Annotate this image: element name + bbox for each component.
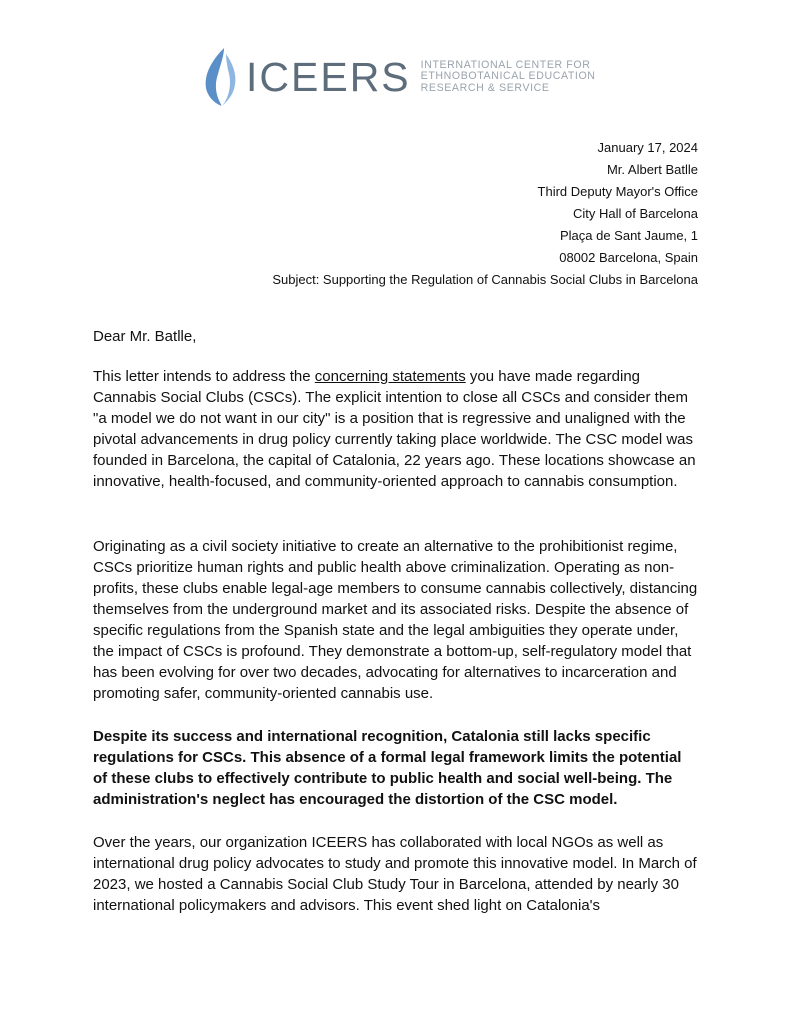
leaf-icon (202, 46, 240, 108)
logo-tagline-line: ETHNOBOTANICAL EDUCATION (420, 70, 596, 83)
paragraph-1 (93, 366, 699, 492)
paragraph-4 (93, 832, 699, 916)
paragraph-1-start: This letter intends to address the (93, 368, 315, 385)
paragraph-1-rest: you have made regarding Cannabis Social Clubs (CSCs). The explicit intention to close all CSCs and consider them "a model we do not want in our city" is a position that is regressive and unaligned with the pivotal advancements in drug policy currently taking place worldwide. The CSC model was founded in Barcelona, the capital of Catalonia, 22 years ago. These locations showcase an innovative, health-focused, and community-oriented approach to cannabis consumption. (93, 368, 696, 490)
paragraph-3-bold (93, 726, 699, 810)
letter-date: January 17, 2024 (597, 140, 698, 155)
recipient-name: Mr. Albert Batlle (606, 162, 698, 177)
recipient-office: Third Deputy Mayor's Office (537, 184, 698, 199)
recipient-street: Plaça de Sant Jaume, 1 (559, 228, 698, 243)
paragraph-2 (93, 536, 699, 704)
organization-logo (202, 46, 596, 108)
concerning-statements-link[interactable]: concerning statements (314, 368, 466, 385)
paragraph-2-text: Originating as a civil society initiative to create an alternative to the prohibitionist regime, CSCs prioritize human rights and public health above criminalization. Operating as non-profits, these clubs enable legal-age members to consume cannabis collectively, distancing themselves from the underground market and its associated risks. Despite the absence of specific regulations from the Spanish state and the legal ambiguities they operate under, the impact of CSCs is profound. They demonstrate a bottom-up, self-regulatory model that has been evolving for over two decades, advocating for alternatives to incarceration and promoting safer, community-oriented cannabis use. (93, 538, 698, 702)
paragraph-3-text: Despite its success and international recognition, Catalonia still lacks specific regulations for CSCs. This absence of a formal legal framework limits the potential of these clubs to effectively contribute to public health and social well-being. The administration's neglect has encouraged the distortion of the CSC model. (93, 728, 682, 808)
paragraph-4-text: Over the years, our organization ICEERS has collaborated with local NGOs as well as international drug policy advocates to study and promote this innovative model. In March of 2023, we hosted a Cannabis Social Club Study Tour in Barcelona, attended by nearly 30 international policymakers and advisors. This event shed light on Catalonia's (93, 834, 697, 914)
recipient-institution: City Hall of Barcelona (573, 206, 698, 221)
logo-tagline (421, 60, 596, 95)
logo-tagline-line: RESEARCH & SERVICE (420, 81, 550, 94)
logo-tagline-line: INTERNATIONAL CENTER FOR (420, 58, 591, 71)
recipient-city: 08002 Barcelona, Spain (559, 250, 698, 265)
recipient-address-block (272, 137, 698, 291)
letter-subject: Subject: Supporting the Regulation of Cannabis Social Clubs in Barcelona (272, 272, 698, 287)
salutation: Dear Mr. Batlle, (93, 328, 197, 345)
logo-wordmark: ICEERS (246, 53, 411, 100)
